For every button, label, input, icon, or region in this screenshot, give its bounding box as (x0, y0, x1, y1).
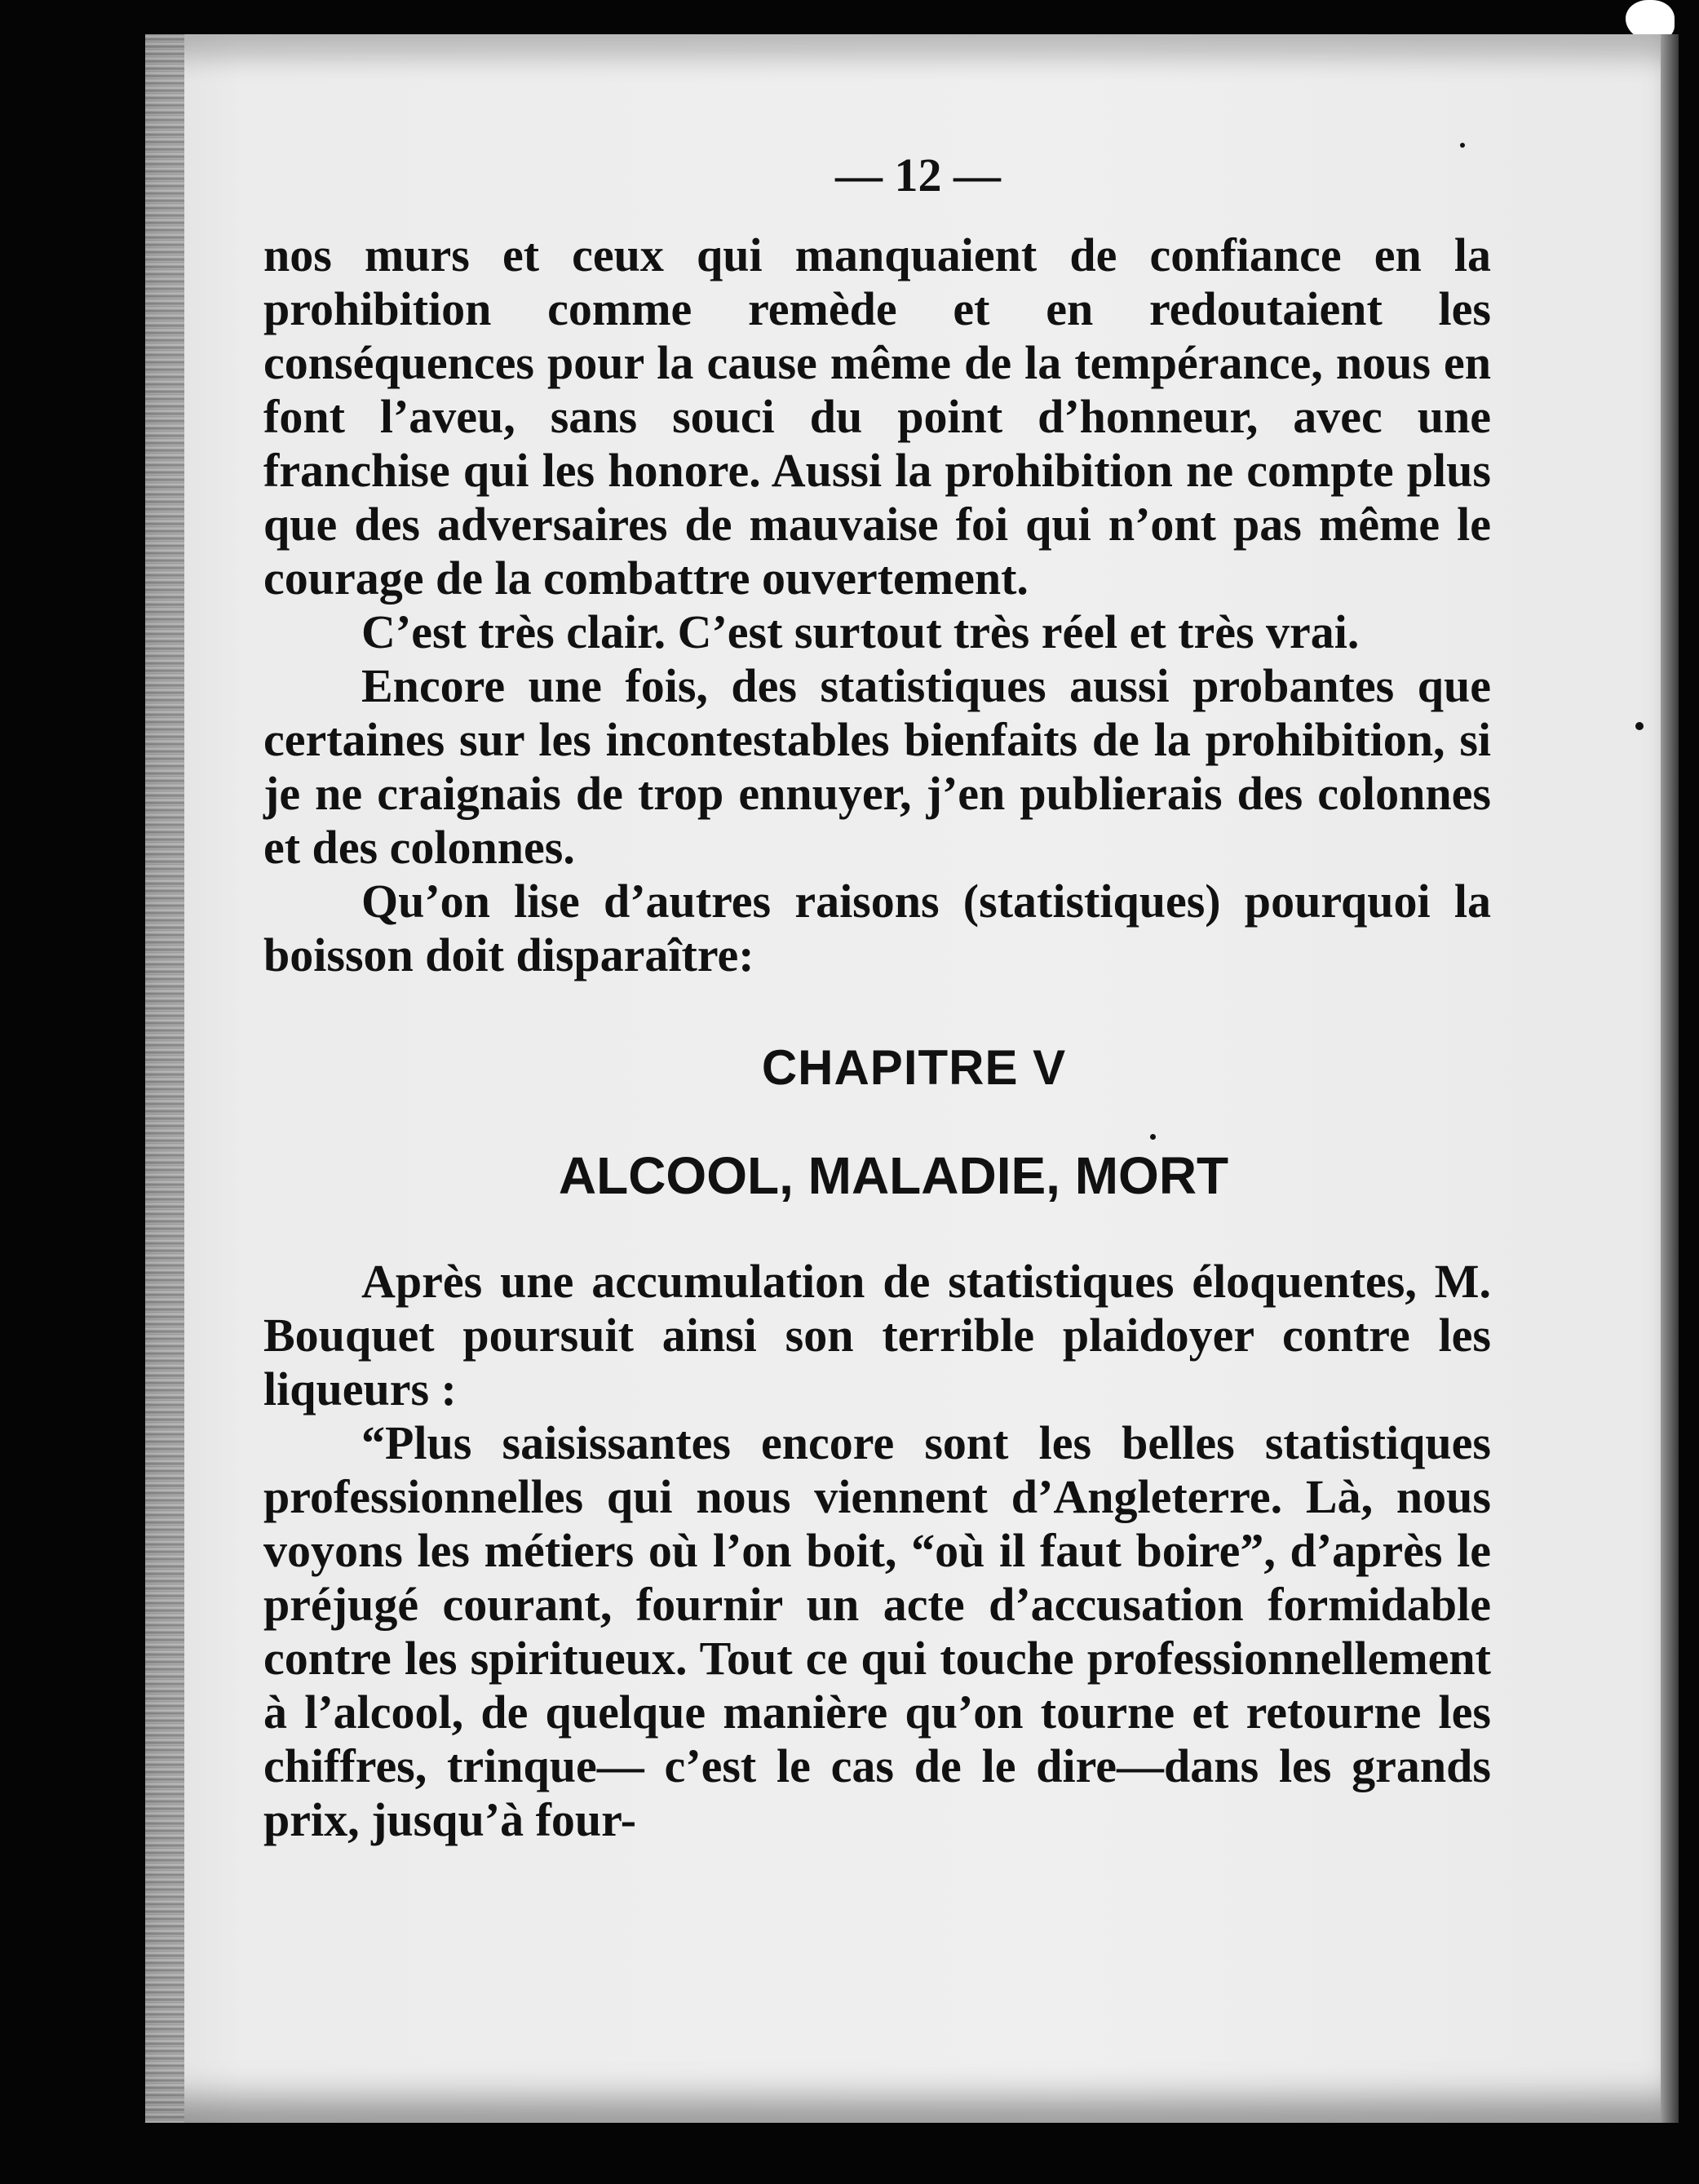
dust-speck (1635, 722, 1644, 730)
page-binding-edge (145, 34, 184, 2123)
section-title: ALCOOL, MALADIE, MORT (558, 1146, 1229, 1205)
paragraph: Encore une fois, des statistiques aussi probantes que certaines sur les incontestables bienfaits de la prohibition, si je ne craignais de trop ennuyer, j’en publierais des colonnes et des colonnes. (263, 659, 1491, 874)
paragraph: C’est très clair. C’est surtout très réel et très vrai. (361, 605, 1360, 658)
paragraph: Qu’on lise d’autres raisons (statistiques) pourquoi la boisson doit disparaître: (263, 875, 1491, 981)
paragraph: “Plus saisissantes encore sont les belles statistiques professionnelles qui nous viennent d’Angleterre. Là, nous voyons les métiers où l’on boit, “où il faut boire”, d’après le préjugé courant, fournir un acte d’accusation formidable contre les spiritueux. Tout ce qui touche professionnellement à l’alcool, de quelque manière qu’on tourne et retourne les chiffres, trinque— c’est le cas de le dire—dans les grands prix, jusqu’à four- (263, 1416, 1491, 1846)
page-number: — 12 — (835, 148, 1001, 202)
chapter-title: CHAPITRE V (761, 1040, 1067, 1095)
paragraph: nos murs et ceux qui manquaient de confiance en la prohibition comme remède et en redoutaient les conséquences pour la cause même de la tempérance, nous en font l’aveu, sans souci du point d’honneur, avec une franchise qui les honore. Aussi la prohibition ne compte plus que des adversaires de mauvaise foi qui n’ont pas même le courage de la combattre ouvertement. (263, 228, 1491, 605)
page-right-edge (1661, 34, 1679, 2123)
paragraph: Après une accumulation de statistiques éloquentes, M. Bouquet poursuit ainsi son terrible plaidoyer contre les liqueurs : (263, 1255, 1491, 1415)
page-text (263, 147, 1491, 1847)
